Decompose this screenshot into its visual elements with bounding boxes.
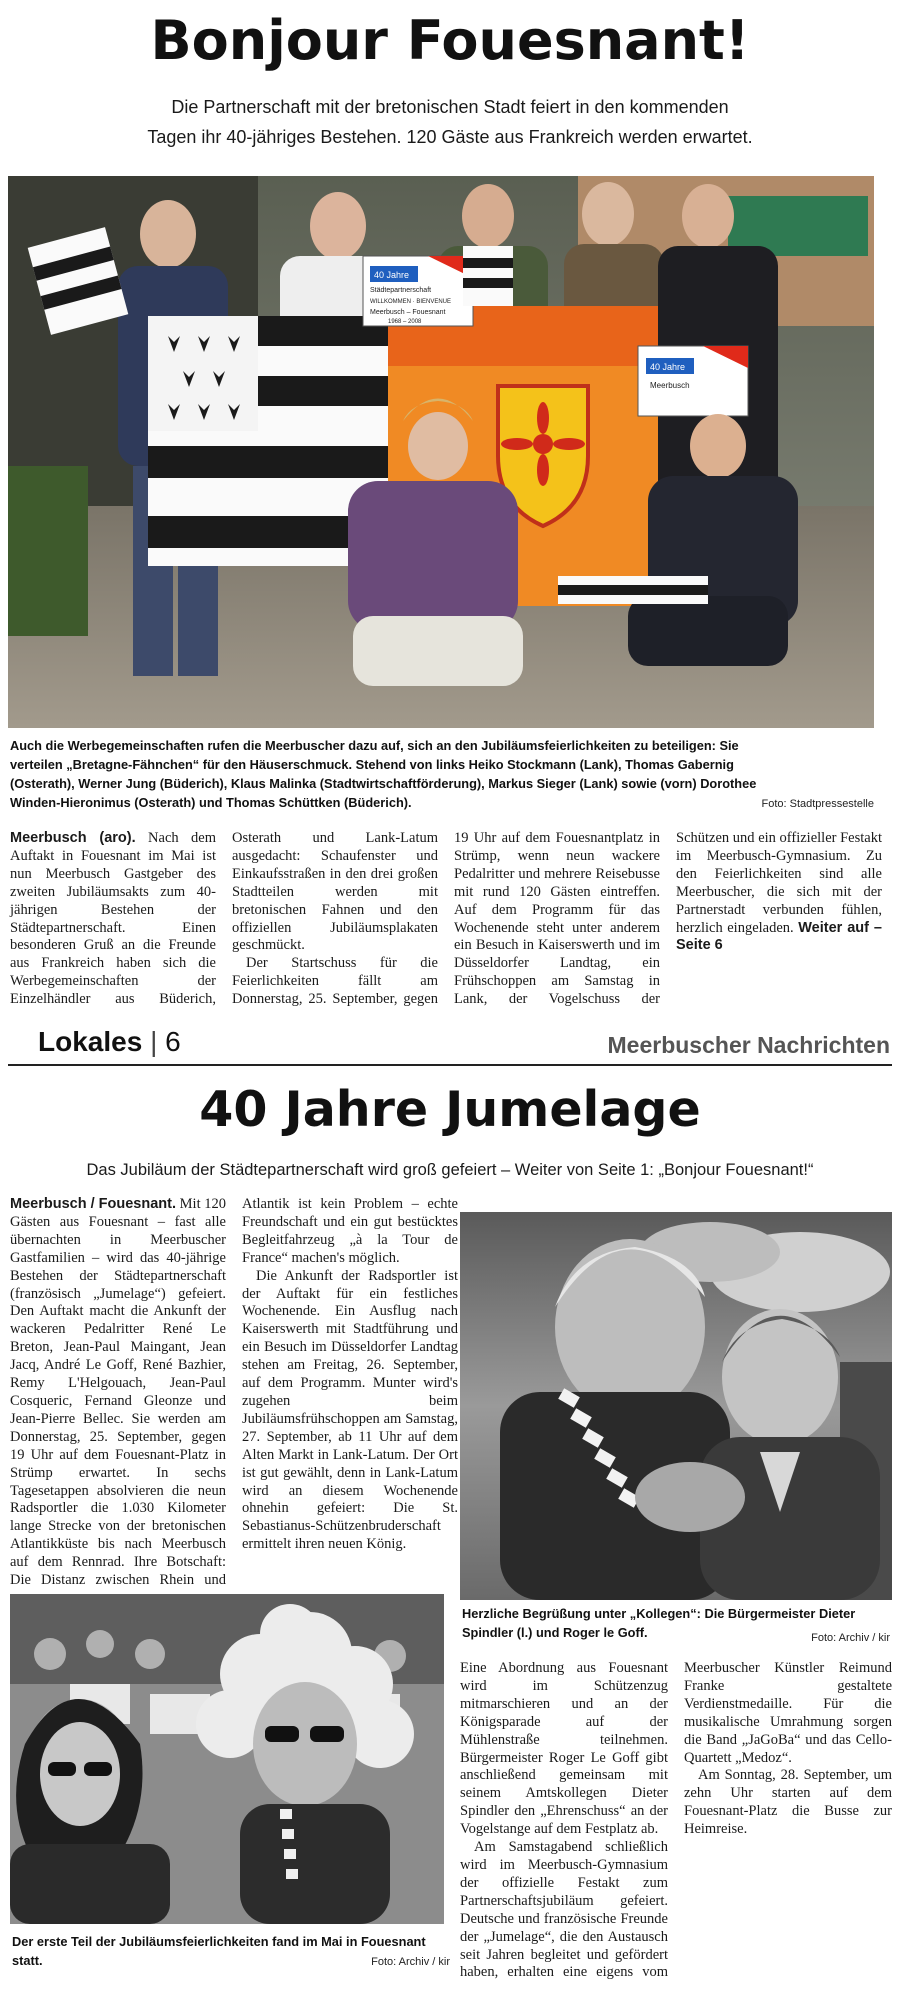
photo-flag-group-image xyxy=(8,176,874,728)
page-number: 6 xyxy=(165,1026,181,1057)
subhead-line-1: Die Partnerschaft mit der bretonischen Stadt feiert in den kommenden xyxy=(171,97,729,117)
banner-text-2: Städtepartnerschaft xyxy=(370,287,432,294)
photo-may-image xyxy=(10,1594,444,1924)
section-label xyxy=(38,1022,181,1062)
photo-caption-mayors: Herzliche Begrüßung unter „Kollegen“: Die Bürgermeister Dieter Spindler (l.) und Roger le Goff. xyxy=(462,1606,856,1640)
photo-may-festivities xyxy=(10,1594,444,1924)
photo-credit-flags: Foto: Stadtpressestelle xyxy=(761,798,874,810)
section-name: Lokales xyxy=(38,1026,143,1057)
newspaper-name: Meerbuscher Nachrichten xyxy=(607,1032,890,1058)
article-intro-lead: Meerbusch (aro). xyxy=(10,830,136,846)
article-main-p3: Eine Abordnung aus Fouesnant wird im Schützenzug mitmarschieren und an der Königsparade auf der Mühlenstraße teilnehmen. Bürgermeister Roger Le Goff gibt anschließend gemeinsam mit seinem Amtskollegen Dieter Spindler den „Ehrenschuss“ an der Vogelstange auf dem Festplatz ab. xyxy=(460,1660,668,1838)
continued-reference: Weiter auf – Seite 6 xyxy=(676,919,882,954)
section-separator: | xyxy=(150,1026,158,1057)
headline-jumelage: 40 Jahre Jumelage xyxy=(199,1081,701,1138)
photo-credit-mayors: Foto: Archiv / kir xyxy=(811,1632,890,1644)
photo-mayors-image xyxy=(460,1212,892,1600)
banner-text-3: WILLKOMMEN · BIENVENUE xyxy=(370,299,452,305)
article-main-p2: Die Ankunft der Radsportler ist der Auftakt für ein festliches Wochenende. Ein Ausflug nach Kaiserswerth mit Stadtführung und ein Besuch im Düsseldorfer Landtag stehen am Freitag, 26. September, auf dem Programm. Munter wird's zugehen beim Jubiläumsfrühschoppen am Samstag, 27. September, ab 11 Uhr auf dem Alten Markt in Lank-Latum. Der Ort ist gut gewählt, denn in Lank-Latum wird an diesem Wochenende ohnehin gefeiert: Die St. Sebastianus-Schützenbruderschaft ermittelt ihren neuen König. xyxy=(242,1267,458,1553)
article-main-top xyxy=(10,1196,458,1594)
photo-caption-flags: Auch die Werbegemeinschaften rufen die Meerbuscher dazu auf, sich an den Jubiläumsfeierlichkeiten zu beteiligen: Sie verteilen „Bretagne-Fähnchen“ für den Häuserschmuck. Stehend von links Heiko Stockmann (Lank), Thomas Gabernig (Osterath), Werner Jung (Büderich), Klaus Malinka (Stadtwirtschaftförderung), Markus Sieger (Lank) sowie (vorn) Dorothee Winden-Hieronimus (Osterath) und Thomas Schüttken (Büderich). xyxy=(10,738,757,810)
article-main-lead: Meerbusch / Fouesnant. xyxy=(10,1196,177,1212)
subhead-line-2: Tagen ihr 40-jähriges Bestehen. 120 Gäste aus Frankreich werden erwartet. xyxy=(147,127,753,147)
headline-bonjour: Bonjour Fouesnant! xyxy=(150,9,750,72)
article-main-p5: Am Sonntag, 28. September, um zehn Uhr starten auf dem Fouesnant-Platz die Busse zur Heimreise. xyxy=(684,1767,892,1838)
photo-credit-may: Foto: Archiv / kir xyxy=(371,1956,450,1968)
header-rule xyxy=(8,1064,892,1066)
article-intro xyxy=(10,830,882,1010)
photo-flag-group xyxy=(8,176,874,728)
article-intro-p2: Der Startschuss für die Feierlichkeiten fällt am Donnerstag, 25. September, gegen 19 Uhr auf dem Fouesnantplatz in Strümp, wenn neun wackere Pedalritter und mehrere Reisebusse mit rund 120 Gästen eintreffen. Auf dem Programm für das Wochenende steht unter anderem ein Besuch in Kaiserswerth und im Düsseldorfer Landtag, ein Frühschoppen am Samstag in Lank, der Vogelschuss der Schützen und ein offizieller Festakt im Meerbusch-Gymnasium. Zu den Feierlichkeiten sind alle Meerbuscher, die sich mit der Partnerstadt verbunden fühlen, herzlich eingeladen. xyxy=(232,830,882,1008)
banner-text-5: 1968 – 2008 xyxy=(388,319,422,325)
article-intro-p1: Nach dem Auftakt in Fouesnant im Mai ist nun Meerbusch Gastgeber des zweiten Jubiläumsakts zum 40-jährigen Bestehen der Städtepartnerschaft. Einen besonderen Gruß an die Freunde aus Frankreich haben sich die Werbegemeinschaften der Einzelhändler aus Büderich, Osterath und Lank-Latum ausgedacht: Schaufenster und Einkaufsstraßen in den drei großen Stadtteilen werden mit bretonischen Fahnen und den offiziellen Jubiläumsplakaten geschmückt. xyxy=(10,830,438,1008)
banner-small-text-1: 40 Jahre xyxy=(650,362,686,372)
banner-small-text-2: Meerbusch xyxy=(650,381,690,390)
photo-caption-may: Der erste Teil der Jubiläumsfeierlichkeiten fand im Mai in Fouesnant statt. xyxy=(12,1934,426,1968)
subhead-jumelage: Das Jubiläum der Städtepartnerschaft wird groß gefeiert – Weiter von Seite 1: „Bonjour Fouesnant!“ xyxy=(86,1161,814,1179)
banner-text-1: 40 Jahre xyxy=(374,270,410,280)
article-main-p4: Am Samstagabend schließlich wird im Meerbusch-Gymnasium der offizielle Festakt zum Partnerschaftsjubiläum gefeiert. Deutsche und französische Freunde der „Jumelage“, die den Austausch seit Jahren begleitet und gefördert haben, erhalten eine eigens vom Meerbuscher Künstler Reimund Franke gestaltete Verdienstmedaille. Für die musikalische Umrahmung sorgen die Band „JaGoBa“ und das Cello-Quartett „Medoz“. xyxy=(460,1660,892,1981)
article-main-p1: Mit 120 Gästen aus Fouesnant – fast alle übernachten in Meerbuscher Gastfamilien – wird das 40-jährige Bestehen der Städtepartnerschaft (französisch „Jumelage“) gefeiert. Den Auftakt macht die Ankunft der wackeren Pedalritter René Le Breton, Jean-Paul Maingant, Jean Jacq, André Le Goff, René Bazhier, Remy L'Helgouach, Jean-Paul Cosqueric, Fernand Gleonze und Jean-Pierre Bellec. Sie werden am Donnerstag, 25. September, gegen 19 Uhr auf dem Fouesnant-Platz in Strümp erwartet. In sechs Tagesetappen absolvieren die neun Radsportler die 1.030 Kilometer lange Strecke von der bretonischen Atlantikküste bis nach Meerbusch auf dem Rennrad. Ihre Botschaft: Die Distanz zwischen Rhein und Atlantik ist kein Problem – echte Freundschaft und ein gut bestücktes Begleitfahrzeug „à la Tour de France“ machen's möglich. xyxy=(10,1196,458,1589)
photo-mayors xyxy=(460,1212,892,1600)
banner-text-4: Meerbusch – Fouesnant xyxy=(370,309,446,316)
article-main-bottom xyxy=(460,1660,892,1990)
